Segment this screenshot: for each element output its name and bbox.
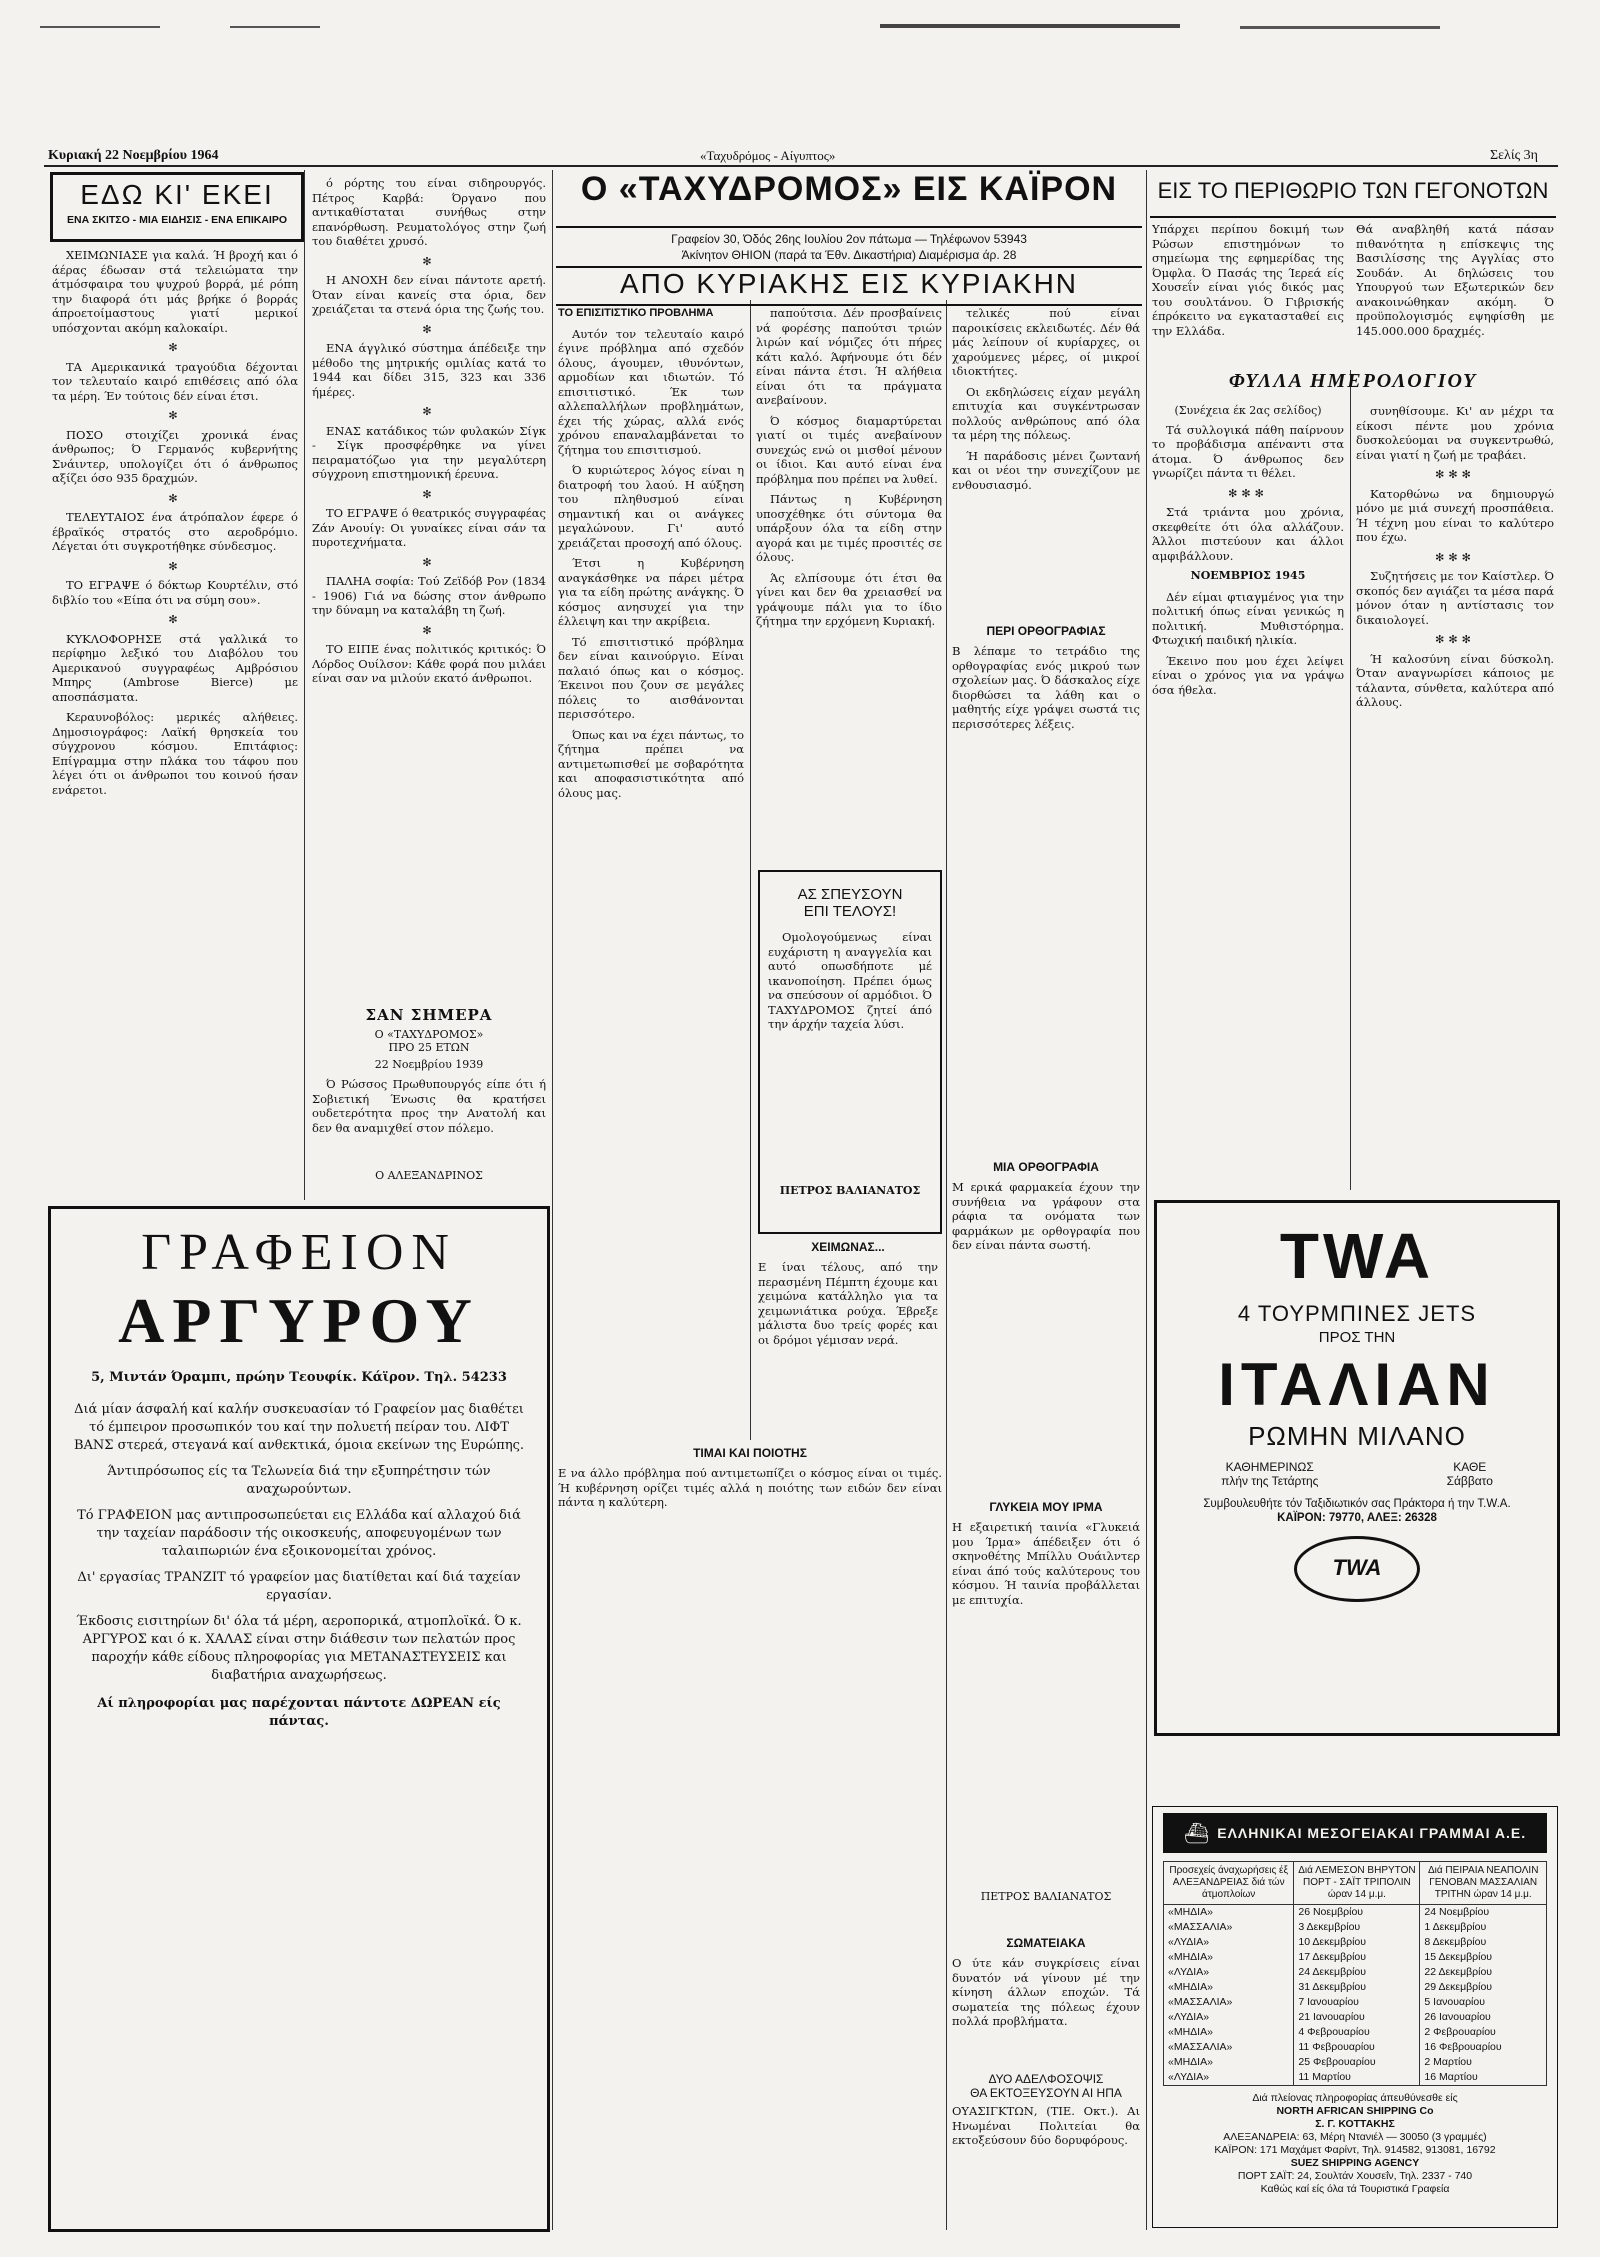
somatika-sub-1: ΔΥΟ ΑΔΕΛΦΟΣΟΨΙΣ	[988, 2072, 1104, 2086]
hurry-title-1: ΑΣ ΣΠΕΥΣΟΥΝ	[797, 886, 903, 903]
divider-stars: ✻	[168, 341, 182, 354]
diary-p3: Δέν είμαι φτιαγμένος για την πολιτική όπως είναι γενικώς η πολιτική. Μυθιστόρημα. Φτωχική παιδική ηλικία.	[1152, 589, 1344, 647]
shipping-row	[1164, 2040, 1546, 2055]
irma-text: Η εξαιρετική ταινία «Γλυκειά μου Ίρμα» άπέδειξεν ότι ό σκηνοθέτης Μπίλλυ Ουάιλντερ είναι άπό τούς καλύτερους του κόσμου. Ή ταινία προβάλλεται με επιτυχία.	[952, 1520, 1140, 1607]
shipping-cell-col3: 16 Μαρτίου	[1424, 2071, 1478, 2083]
shipping-footer-5: ΚΑΪΡΟΝ: 171 Μαχάμετ Φαρίντ, Τηλ. 914582, 913081, 16792	[1214, 2144, 1496, 2156]
winter-section	[758, 1240, 938, 1430]
twa-contact-1: Συμβουλευθήτε τόν Ταξιδιωτικόν σας Πράκτορα ή την T.W.A.	[1203, 1498, 1511, 1510]
sunday-p1: Αυτόν τον τελευταίο καιρό έγινε πρόβλημα από σχεδόν όλους, άγουμεν, ιθυνόντων, αρμοδίων και ιδιωτών. Τό επισιτιστικό. Έκ των αλλεπαλλήλων προβλημάτων, έχει τής χώρας, αλλά ενός χρόνου επαναλαμβάνεται το ζήτημα του επισιτισμού.	[558, 326, 744, 457]
shipping-cell-col3: 2 Φεβρουαρίου	[1424, 2026, 1496, 2038]
irma-title: ΓΛΥΚΕΙΑ ΜΟΥ ΙΡΜΑ	[989, 1500, 1103, 1514]
san-simera-date: 22 Νοεμβρίου 1939	[374, 1058, 484, 1071]
shipping-cell-col2: 17 Δεκεμβρίου	[1294, 1950, 1420, 1965]
shipping-footer-3: Σ. Γ. ΚΟΤΤΑΚΗΣ	[1315, 2118, 1395, 2130]
diary-col-2	[1356, 404, 1554, 1184]
shipping-banner	[1163, 1813, 1547, 1853]
shipping-cell-ships: «ΜΑΣΣΑΛΙΑ»	[1164, 1995, 1294, 2010]
margin-header	[1150, 170, 1556, 218]
shipping-cell-col2: 7 Ιανουαρίου	[1294, 1995, 1420, 2010]
shipping-row	[1164, 1905, 1546, 1921]
shipping-cell-col2: 21 Ιανουαρίου	[1294, 2010, 1420, 2025]
divider-2	[552, 170, 553, 2230]
divider-stars: ✻	[422, 254, 436, 268]
argyrou-p3: Τό ΓΡΑΦΕΙΟΝ μας αντιπροσωπεύεται εις Ελλάδα καί αλλαχού διά την ταχείαν παράδοσιν τής οικοσκευής, αποφευγομένων των ταλαιπωριών ένα εξοικονομείται χρόνος.	[77, 1508, 521, 1559]
shipping-cell-col3: 22 Δεκεμβρίου	[1424, 1966, 1493, 1978]
sunday-c2-p4: Άς ελπίσουμε ότι έτσι θα γίνει και δεν θα χρειασθεί να γράψουμε πάλι για το ίδιο ζήτημα την ερχόμενη Κυριακή.	[756, 570, 942, 628]
margin-col-1: Υπάρχει περίπου δοκιμή των Ρώσων επιστημόνων το σημείωμα της εφημερίδας της Όμφλα. Ό Πασάς της Ίερεά είς Χουσεΐν είναι γιός δικός μας του σουλτάνου. Ό Γιβρισκής έπρόκειτο να εγκατασταθεί εις την Ελλάδα.	[1152, 222, 1344, 338]
somatika-text: Ο ύτε κάν συγκρίσεις είναι δυνατόν νά γίνουν μέ την κίνηση άλλων εποχών. Τά σωματεία της πόλεως έχουν πολλά προβλήματα.	[952, 1956, 1140, 2028]
sunday-c3-p3: Ή παράδοσις μένει ζωντανή και οι νέοι την συνεχίζουν με ενθουσιασμό.	[952, 448, 1140, 492]
col2-item-7: ΤΟ ΕΙΠΕ ένας πολιτικός κριτικός: Ό Λόρδος Ουίλσον: Κάθε φορά που μιλάει είναι σαν να μιλούν εκατό άνθρωποι.	[312, 642, 546, 685]
ortho-title: ΠΕΡΙ ΟΡΘΟΓΡΑΦΙΑΣ	[986, 624, 1106, 638]
somatika-title: ΣΩΜΑΤΕΙΑΚΑ	[1006, 1936, 1086, 1950]
shipping-footer-8: Καθώς καί είς όλα τά Τουριστικά Γραφεία	[1260, 2183, 1450, 2195]
margin-col-2: Θά αναβληθή κατά πάσαν πιθανότητα η επίσκεψις της Βασιλίσσης της Αγγλίας στο Σουδάν. Αι δηλώσεις του Υπουργού των Εξωτερικών δεν ανακοινώθηκαν ακόμη. Ό προϋπολογισμός εψηφίσθη με 145.000.000 δραχμές.	[1356, 222, 1554, 338]
divider-stars: ✻	[168, 409, 182, 422]
sunday-col-1	[558, 306, 744, 1436]
shipping-cell-col3: 1 Δεκεμβρίου	[1424, 1921, 1487, 1933]
shipping-col-3-header: Διά ΠΕΙΡΑΙΑ ΝΕΑΠΟΛΙΝ ΓΕΝΟΒΑΝ ΜΑΣΣΑΛΙΑΝ ΤΡΙΤΗΝ ώραν 14 μ.μ.	[1420, 1862, 1546, 1905]
shipping-footer-6: SUEZ SHIPPING AGENCY	[1290, 2157, 1420, 2169]
cairo-header	[556, 170, 1142, 228]
col2-item-4: ΕΝΑΣ κατάδικος τών φυλακών Σίγκ - Σίγκ προσφέρθηκε να γίνει πειραματόζωο για την μεγαλύτερη σύγχρονη επιστημονική έρευνα.	[312, 423, 546, 481]
sunday-title: ΑΠΟ ΚΥΡΙΑΚΗΣ ΕΙΣ ΚΥΡΙΑΚΗΝ	[619, 268, 1079, 299]
shipping-row	[1164, 2025, 1546, 2040]
san-simera-sub2: ΠΡΟ 25 ΕΤΩΝ	[388, 1041, 470, 1054]
irma-sign: ΠΕΤΡΟΣ ΒΑΛΙΑΝΑΤΟΣ	[980, 1890, 1112, 1903]
divider-stars: ✻	[422, 322, 436, 336]
shipping-footer	[1153, 2092, 1557, 2196]
shipping-row	[1164, 1950, 1546, 1965]
sunday-c2-p3: Πάντως η Κυβέρνηση υποσχέθηκε ότι σύντομα θα υπάρξουν όλα τα είδη στην αγορά και με τιμές προσιτές σε όλους.	[756, 492, 942, 564]
divider-4	[1350, 370, 1351, 1190]
col2-item-2: Η ΑΝΟΧΗ δεν είναι πάντοτε αρετή. Όταν είναι κανείς στα όρια, δεν χρειάζεται τα στενά όρια της ζωής του.	[312, 273, 546, 316]
san-simera-sub1: Ο «ΤΑΧΥΔΡΟΜΟΣ»	[374, 1028, 484, 1041]
twa-contact-2: ΚΑΪΡΟΝ: 79770, ΑΛΕΞ: 26328	[1277, 1512, 1437, 1524]
shipping-cell-col2: 11 Φεβρουαρίου	[1294, 2040, 1420, 2055]
divider-stars: ✻	[168, 491, 182, 505]
shipping-cell-col3: 24 Νοεμβρίου	[1424, 1906, 1490, 1918]
shipping-footer-4: ΑΛΕΞΑΝΔΡΕΙΑ: 63, Μέρη Ντανιέλ — 30050 (3 γραμμές)	[1223, 2131, 1487, 2143]
shipping-footer-1: Διά πλείονας πληροφορίας άπευθύνεσθε είς	[1252, 2092, 1458, 2104]
cairo-title: Ο «ΤΑΧΥΔΡΟΜΟΣ» ΕΙΣ ΚΑΪΡΟΝ	[580, 170, 1118, 208]
winter-title: ΧΕΙΜΩΝΑΣ...	[811, 1240, 885, 1254]
shipping-table-body	[1164, 1905, 1546, 2086]
san-simera-sign: Ο ΑΛΕΞΑΝΔΡΙΝΟΣ	[375, 1169, 483, 1182]
shipping-row	[1164, 1980, 1546, 1995]
margin-title: ΕΙΣ ΤΟ ΠΕΡΙΘΩΡΙΟ ΤΩΝ ΓΕΓΟΝΟΤΩΝ	[1157, 178, 1549, 203]
san-simera-box	[312, 1006, 546, 1196]
argyrou-title-1: ΓΡΑΦΕΙΟΝ	[141, 1224, 457, 1281]
shipping-cell-ships: «ΜΑΣΣΑΛΙΑ»	[1164, 2040, 1294, 2055]
shipping-cell-ships: «ΛΥΔΙΑ»	[1164, 1965, 1294, 1980]
shipping-cell-col2: 4 Φεβρουαρίου	[1294, 2025, 1420, 2040]
diary-c2-p2: Κατορθώνω να δημιουργώ μόνο με μιά συνεχή προσπάθεια. Ή τέχνη μου είναι το καλύτερο που έχω.	[1356, 486, 1554, 544]
prices-section	[558, 1446, 942, 2226]
sunday-p3: Έτσι η Κυβέρνηση αναγκάσθηκε να πάρει μέτρα για τα είδη πρώτης ανάγκης. Ό κόσμος ανησυχεί για την έλλειψη και την ακρίβεια.	[558, 556, 744, 628]
shipping-cell-col3: 8 Δεκεμβρίου	[1424, 1936, 1487, 1948]
col2-item-1: ό ρόρτης του είναι σιδηρουργός. Πέτρος Καρβά: Όργανο που αντικαθίσταται συνήθως στην επανόρθωση. Ρευματολόγος στην ζωή του διαθέτει χρυσό.	[312, 176, 546, 248]
shipping-row	[1164, 1920, 1546, 1935]
shipping-col-2-header: Διά ΛΕΜΕΣΟΝ ΒΗΡΥΤΟΝ ΠΟΡΤ - ΣΑΪΤ ΤΡΙΠΟΛΙΝ ώραν 14 μ.μ.	[1294, 1862, 1420, 1905]
divider-3	[1146, 170, 1147, 2230]
twa-ad	[1154, 1200, 1560, 1736]
col1-item-4: ΤΕΛΕΥΤΑΙΟΣ ένα άτρόπαλον έφερε ό έβραϊκός στρατός στο αεροδρόμιο. Λέγεται ότι συγκροτήθηκε σύνδεσμος.	[52, 510, 298, 553]
divider-stars: ✻✻✻	[1435, 468, 1475, 481]
shipping-cell-col2: 11 Μαρτίου	[1294, 2070, 1420, 2085]
edo-ki-ekei-title: ΕΔΩ ΚΙ' ΕΚΕΙ	[80, 179, 274, 210]
argyrou-p1: Διά μίαν άσφαλή καί καλήν συσκευασίαν τό Γραφείον μας διαθέτει τό έμπειρον προσωπικόν του καί την πολυετή πείραν του. ΛΙΦΤ ΒΑΝΣ στερεά, στεγανά καί ανθεκτικά, όμοια εκείνων της Ευρώπης.	[73, 1402, 525, 1453]
hurry-title-2: ΕΠΙ ΤΕΛΟΥΣ!	[803, 903, 897, 920]
twa-days-right-2: Σάββατο	[1446, 1474, 1493, 1488]
col2-item-3: ΕΝΑ άγγλικό σύστημα άπέδειξε την μέθοδο της μητρικής ομιλίας κατά το 1944 και δίδει 315, 323 και 336 ήμέρες.	[312, 341, 546, 399]
divider-stars: ✻	[422, 405, 436, 418]
shipping-cell-col2: 3 Δεκεμβρίου	[1294, 1920, 1420, 1935]
divider-1	[304, 170, 305, 1200]
san-simera-text: Ό Ρώσσος Πρωθυπουργός είπε ότι ή Σοβιετική Ένωσις θα κρατήσει ουδετερότητα προς την Ανατολή και δεν θα αναμιχθεί στον πόλεμο.	[312, 1077, 546, 1135]
shipping-row	[1164, 1995, 1546, 2010]
shipping-cell-ships: «ΜΗΔΙΑ»	[1164, 2025, 1294, 2040]
argyrou-p2: Άντιπρόσωπος είς τα Τελωνεία διά την εξυπηρέτησιν τών αναχωρούντων.	[107, 1464, 491, 1497]
shipping-cell-col2: 10 Δεκεμβρίου	[1294, 1935, 1420, 1950]
masthead-date: Κυριακή 22 Νοεμβρίου 1964	[48, 148, 219, 163]
shipping-cell-col2: 26 Νοεμβρίου	[1294, 1905, 1420, 1921]
shipping-row	[1164, 2055, 1546, 2070]
shipping-cell-col3: 29 Δεκεμβρίου	[1424, 1981, 1493, 1993]
col2-body	[312, 176, 546, 996]
shipping-cell-ships: «ΛΥΔΙΑ»	[1164, 2070, 1294, 2085]
edo-ki-ekei-subtitle: ΕΝΑ ΣΚΙΤΣΟ - ΜΙΑ ΕΙΔΗΣΙΣ - ΕΝΑ ΕΠΙΚΑΙΡΟ	[66, 214, 287, 226]
diary-p1: Τά συλλογικά πάθη παίρνουν το προβάδισμα απέναντι στα άτομα. Ό άνθρωπος δεν γνωρίζει πάντα τι θέλει.	[1152, 422, 1344, 480]
argyrou-address: 5, Μιντάν Όραμπι, πρώην Τεουφίκ. Κάϊρον. Τηλ. 54233	[91, 1370, 507, 1385]
col1-item-7: Κεραυνοβόλος: μερικές αλήθειες. Δημοσιογράφος: Λαϊκή θρησκεία του σύγχρονου κόσμου. Επιτάφιος: Επίγραμμα στην πλάκα του τάφου που λέγει ότι οι άνθρωποι του κοινού ήσαν ενάρετοι.	[52, 710, 298, 797]
diary-p4: Έκεινο που μου έχει λείψει είναι ο χρόνος για να γράψω όσα ήθελα.	[1152, 653, 1344, 697]
diary-header	[1150, 370, 1556, 400]
divider-stars: ✻	[422, 623, 436, 637]
twa-globe-logo	[1294, 1536, 1420, 1602]
shipping-cell-ships: «ΜΗΔΙΑ»	[1164, 1950, 1294, 1965]
shipping-ad	[1152, 1806, 1558, 2228]
ortho-section	[952, 624, 1140, 1144]
diary-date: ΝΟΕΜΒΡΙΟΣ 1945	[1190, 569, 1306, 582]
shipping-cell-col2: 24 Δεκεμβρίου	[1294, 1965, 1420, 1980]
ship-icon: ⛴	[1183, 1821, 1210, 1845]
masthead-page: Σελίς 3η	[1490, 148, 1538, 163]
shipping-cell-ships: «ΛΥΔΙΑ»	[1164, 2010, 1294, 2025]
one-ortho-text: Μ ερικά φαρμακεία έχουν την συνήθεια να γράφουν στα ράφια τα ονόματα των φαρμάκων με ορθογραφία που δεν είναι πάντα σωστή.	[952, 1180, 1140, 1252]
masthead-paper: «Ταχυδρόμος - Αίγυπτος»	[700, 148, 836, 163]
col1-item-2: ΤΑ Αμερικανικά τραγούδια δέχονται τον τελευταίο καιρό επιθέσεις από όλα τα μέρη. Έν τούτοις δέν είναι έτσι.	[52, 359, 298, 403]
sunday-c3-p1: τελικές πού είναι παροικίσεις εκλειδωτές. Δέν θά μάς λείπουν οί κυρίαρχες, οι χαρούμενες μέρες, οί μικροί ιδιοκτήτες.	[952, 306, 1140, 378]
diary-col-1	[1152, 404, 1344, 1184]
sunday-title-bar	[556, 266, 1142, 306]
sunday-p2: Ό κυριώτερος λόγος είναι η διατροφή του λαού. Η αύξηση του πληθυσμού είναι σημαντική και οι ανάγκες μεγαλώνουν. Γι' αυτό χρειάζεται προσοχή από όλους.	[558, 463, 744, 550]
somatika-section	[952, 1936, 1140, 2226]
divider-stars: ✻✻✻	[1435, 633, 1475, 646]
twa-line-4: ΡΩΜΗΝ ΜΙΛΑΝΟ	[1248, 1421, 1466, 1451]
argyrou-p5: Έκδοσις εισιτηρίων δι' όλα τά μέρη, αεροπορικά, ατμοπλοϊκά. Ό κ. ΑΡΓΥΡΟΣ και ό κ. ΧΑΛΑΣ είναι στην διάθεσιν των πελατών προς παροχήν κάθε είδους πληροφορίας για ΜΕΤΑΝΑΣΤΕΥΣΕΙΣ και διαβατήρια αναχωρήσεως.	[76, 1614, 522, 1683]
divider-stars: ✻	[168, 613, 182, 626]
sunday-subtitle: ΤΟ ΕΠΙΣΙΤΙΣΤΙΚΟ ΠΡΟΒΛΗΜΑ	[558, 307, 714, 319]
argyrou-p4: Δι' εργασίας ΤΡΑΝΖΙΤ τό γραφείον μας διατίθεται καί διά ταχείαν εργασίαν.	[77, 1570, 521, 1603]
twa-logo-text: TWA	[1332, 1555, 1382, 1580]
top-ink-marks	[40, 20, 1560, 40]
argyrou-p6: Αί πληροφορίαι μας παρέχονται πάντοτε ΔΩΡΕΑΝ είς πάντας.	[97, 1696, 501, 1729]
shipping-table	[1164, 1862, 1546, 2085]
col2-item-6: ΠΑΛΗΑ σοφία: Τού Ζεϊδόβ Ρον (1834 - 1906) Γιά να δώσης στον άνθρωπο την δύναμη να καταλάβη τη ζωή.	[312, 574, 546, 617]
shipping-cell-ships: «ΛΥΔΙΑ»	[1164, 1935, 1294, 1950]
divider-6	[946, 300, 947, 2230]
shipping-row	[1164, 2070, 1546, 2085]
somatika-text-2: ΟΥΑΣΙΓΚΤΩΝ, (ΤΙΕ. Οκτ.). Αι Ηνωμέναι Πολιτείαι θα εκτοξεύσουν δύο δορυφόρους.	[952, 2104, 1140, 2147]
shipping-cell-col3: 5 Ιανουαρίου	[1424, 1996, 1485, 2008]
col1-item-6: ΚΥΚΛΟΦΟΡΗΣΕ στά γαλλικά το περίφημο λεξικό του Διαβόλου του Αμερικανού συγγραφέως Αμβρόσιου Μπηρς (Ambrose Bierce) με αποσπάσματα.	[52, 631, 298, 704]
shipping-cell-col2: 31 Δεκεμβρίου	[1294, 1980, 1420, 1995]
twa-days-left-1: ΚΑΘΗΜΕΡΙΝΩΣ	[1225, 1460, 1314, 1474]
sunday-c2-p1: παπούτσια. Δέν προσβαίνεις νά φορέσης παπούτσι τριών λιρών καί νόμιζες ότι πήρες κάτι καλό. Άφήνουμε ότι δέν είναι πάντα έτσι. Ή αλήθεια είναι ότι τα πράγματα ανεβαίνουν.	[756, 306, 942, 407]
shipping-cell-col2: 25 Φεβρουαρίου	[1294, 2055, 1420, 2070]
prices-title: ΤΙΜΑΙ ΚΑΙ ΠΟΙΟΤΗΣ	[693, 1446, 807, 1460]
twa-days	[1157, 1460, 1557, 1488]
shipping-footer-7: ΠΟΡΤ ΣΑΪΤ: 24, Σουλτάν Χουσεΐν, Τηλ. 2337 - 740	[1237, 2170, 1473, 2182]
shipping-cell-col3: 15 Δεκεμβρίου	[1424, 1951, 1493, 1963]
irma-section	[952, 1500, 1140, 1920]
divider-stars: ✻	[168, 559, 182, 573]
somatika-sub-2: ΘΑ ΕΚΤΟΞΕΥΣΟΥΝ ΑΙ ΗΠΑ	[970, 2086, 1122, 2100]
ortho-text: Β λέπαμε το τετράδιο της ορθογραφίας ενός μικρού των σχολείων μας. Ό δάσκαλος είχε διορθώσει τα λάθη και ο μαθητής είχε γράψει σωστά τις περισσότερες λέξεις.	[952, 644, 1140, 731]
cairo-address-1: Γραφείον 30, Όδός 26ης Ιουλίου 2ον πάτωμα — Τηλέφωνον 53943	[671, 232, 1027, 246]
divider-stars: ✻	[422, 555, 436, 569]
sunday-col-2	[756, 306, 942, 866]
twa-line-2: ΠΡΟΣ ΤΗΝ	[1318, 1329, 1396, 1346]
shipping-cell-col3: 16 Φεβρουαρίου	[1424, 2041, 1502, 2053]
shipping-cell-col3: 2 Μαρτίου	[1424, 2056, 1472, 2068]
one-ortho-section	[952, 1160, 1140, 1490]
shipping-cell-ships: «ΜΗΔΙΑ»	[1164, 1980, 1294, 1995]
san-simera-title: ΣΑΝ ΣΗΜΕΡΑ	[365, 1006, 493, 1024]
twa-line-3: ΙΤΑΛΙΑΝ	[1218, 1351, 1496, 1418]
shipping-cell-col3: 26 Ιανουαρίου	[1424, 2011, 1491, 2023]
col1-item-3: ΠΟΣΟ στοιχίζει χρονικά ένας άνθρωπος; Ό Γερμανός κυβερνήτης Σνάιντερ, υπολογίζει ότι ό άνθρωπος αξίζει όσο 935 δραχμών.	[52, 427, 298, 485]
hurry-text: Ομολογούμενως είναι ευχάριστη η αναγγελία και αυτό οπωσδήποτε μέ ικανοποίηση. Πρέπει όμως να σπεύσουν οί αρμόδιοι. Ό ΤΑΧΥΔΡΟΜΟΣ ζητεί άπό την άρχήν ταχεία λύσι.	[768, 930, 932, 1031]
divider-stars: ✻	[422, 487, 436, 501]
argyrou-body	[69, 1401, 529, 1731]
twa-days-right-1: ΚΑΘΕ	[1453, 1460, 1487, 1474]
shipping-col-ship-header: Προσεχείς άναχωρήσεις έξ ΑΛΕΞΑΝΔΡΕΙΑΣ διά τών άτμοπλοίων	[1164, 1862, 1294, 1905]
shipping-row	[1164, 2010, 1546, 2025]
one-ortho-title: ΜΙΑ ΟΡΘΟΓΡΑΦΙΑ	[993, 1160, 1099, 1174]
shipping-cell-ships: «ΜΗΔΙΑ»	[1164, 1905, 1294, 1921]
divider-stars: ✻✻✻	[1228, 486, 1268, 500]
diary-c2-p3: Συζητήσεις με τον Καίστλερ. Ό σκοπός δεν αγιάζει τα μέσα παρά μόνον όταν η αντίστασις τον δικαιολογεί.	[1356, 569, 1554, 627]
diary-c2-p1: συνηθίσουμε. Κι' αν μέχρι τα είκοσι πέντε μου χρόνια δυσκολεύομαι να συγκεντρωθώ, είναι γιατί η ζωή με τραβάει.	[1356, 404, 1554, 462]
diary-c2-p4: Ή καλοσύνη είναι δύσκολη. Όταν αναγνωρίσει κάποιος με τάλαντα, σύνθετα, καλύτερα από άλλους.	[1356, 651, 1554, 709]
winter-text: Ε ίναι τέλους, από την περασμένη Πέμπτη έχουμε και χειμώνα κατάλληλο για τα χειμωνιάτικα ρούχα. Έβρεξε μάλιστα δυο τρείς φορές και οι δρόμοι γέμισαν νερά.	[758, 1260, 938, 1347]
masthead-rule	[44, 165, 1558, 167]
sunday-c2-p2: Ό κόσμος διαμαρτύρεται γιατί οι τιμές ανεβαίνουν συνεχώς ενώ οι μισθοί μένουν οι ίδιοι. Και αυτό είναι ένα πρόβλημα που πρέπει να λυθεί.	[756, 413, 942, 486]
shipping-row	[1164, 1935, 1546, 1950]
sunday-col-3	[952, 306, 1140, 606]
twa-days-left-2: πλήν της Τετάρτης	[1221, 1474, 1319, 1488]
shipping-cell-ships: «ΜΗΔΙΑ»	[1164, 2055, 1294, 2070]
shipping-footer-2: NORTH AFRICAN SHIPPING Co	[1276, 2105, 1434, 2117]
diary-cont: (Συνέχεια έκ 2ας σελίδος)	[1174, 404, 1322, 417]
diary-title: ΦΥΛΛΑ ΗΜΕΡΟΛΟΓΙΟΥ	[1228, 370, 1478, 392]
edo-ki-ekei-header	[50, 172, 304, 242]
shipping-cell-ships: «ΜΑΣΣΑΛΙΑ»	[1164, 1920, 1294, 1935]
shipping-table-wrap	[1163, 1861, 1547, 2086]
shipping-title: ΕΛΛΗΝΙΚΑΙ ΜΕΣΟΓΕΙΑΚΑΙ ΓΡΑΜΜΑΙ Α.Ε.	[1217, 1825, 1527, 1841]
cairo-address-2: Άκίνητον ΘΗΙΟΝ (παρά τα Έθν. Δικαστήρια) Διαμέρισμα άρ. 28	[681, 248, 1017, 262]
col1-item-5: ΤΟ ΕΓΡΑΨΕ ό δόκτωρ Κουρτέλιν, στό διβλίο του «Είπα ότι να σύμη σου».	[52, 578, 298, 607]
divider-stars: ✻✻✻	[1435, 550, 1475, 564]
col1-item-1: ΧΕΙΜΩΝΙΑΣΕ για καλά. Ή βροχή και ό άέρας έδωσαν στά τελειώματα την άτμόσφαιρα του ψυχρού βορρά, μέ ρόπη την διαφορά ότι μάς βρήκε ό βορράς άπροετοίμαστους γιατί μερικοί υπόσχονται ακόμη καλοκαίρι.	[52, 248, 298, 335]
diary-p2: Στά τριάντα μου χρόνια, σκεφθείτε ότι όλα αλλάζουν. Άλλοι πιστεύουν και άλλοι αμφιβάλλουν.	[1152, 505, 1344, 563]
sunday-p4: Τό επισιτιστικό πρόβλημα δεν είναι καινούργιο. Είναι παλαιό όπως και ο κόσμος. Έκεινοι που ζουν σε μεγάλες πόλεις το αισθάνονται περισσότερο.	[558, 634, 744, 721]
argyrou-ad	[48, 1206, 550, 2232]
argyrou-title-2: ΑΡΓΥΡΟΥ	[118, 1285, 480, 1356]
col2-item-5: ΤΟ ΕΓΡΑΨΕ ό θεατρικός συγγραφέας Ζάν Ανουίγ: Οι γυναίκες είναι σάν τα πυροτεχνήματα.	[312, 506, 546, 549]
divider-5	[750, 300, 751, 1440]
hurry-sign: ΠΕΤΡΟΣ ΒΑΛΙΑΝΑΤΟΣ	[779, 1184, 921, 1197]
col1-body	[52, 248, 298, 1198]
shipping-row	[1164, 1965, 1546, 1980]
sunday-p5: Όπως και να έχει πάντως, το ζήτημα πρέπει να αντιμετωπισθεί με σοβαρότητα και αποφασιστικότητα από όλους μας.	[558, 727, 744, 800]
sunday-c3-p2: Οι εκδηλώσεις είχαν μεγάλη επιτυχία και συγκέντρωσαν πολλούς ανθρώπους από όλα τα μέρη της πόλεως.	[952, 384, 1140, 442]
twa-brand: TWA	[1279, 1220, 1435, 1292]
prices-text: Ε να άλλο πρόβλημα πού αντιμετωπίζει ο κόσμος είναι οι τιμές. Ή κυβέρνηση ορίζει τιμές αλλά η ποιότης των ειδών δεν είναι πάντα η καλύτερη.	[558, 1466, 942, 1509]
twa-line-1: 4 ΤΟΥΡΜΠΙΝΕΣ JETS	[1237, 1301, 1477, 1326]
hurry-box	[758, 870, 942, 1234]
